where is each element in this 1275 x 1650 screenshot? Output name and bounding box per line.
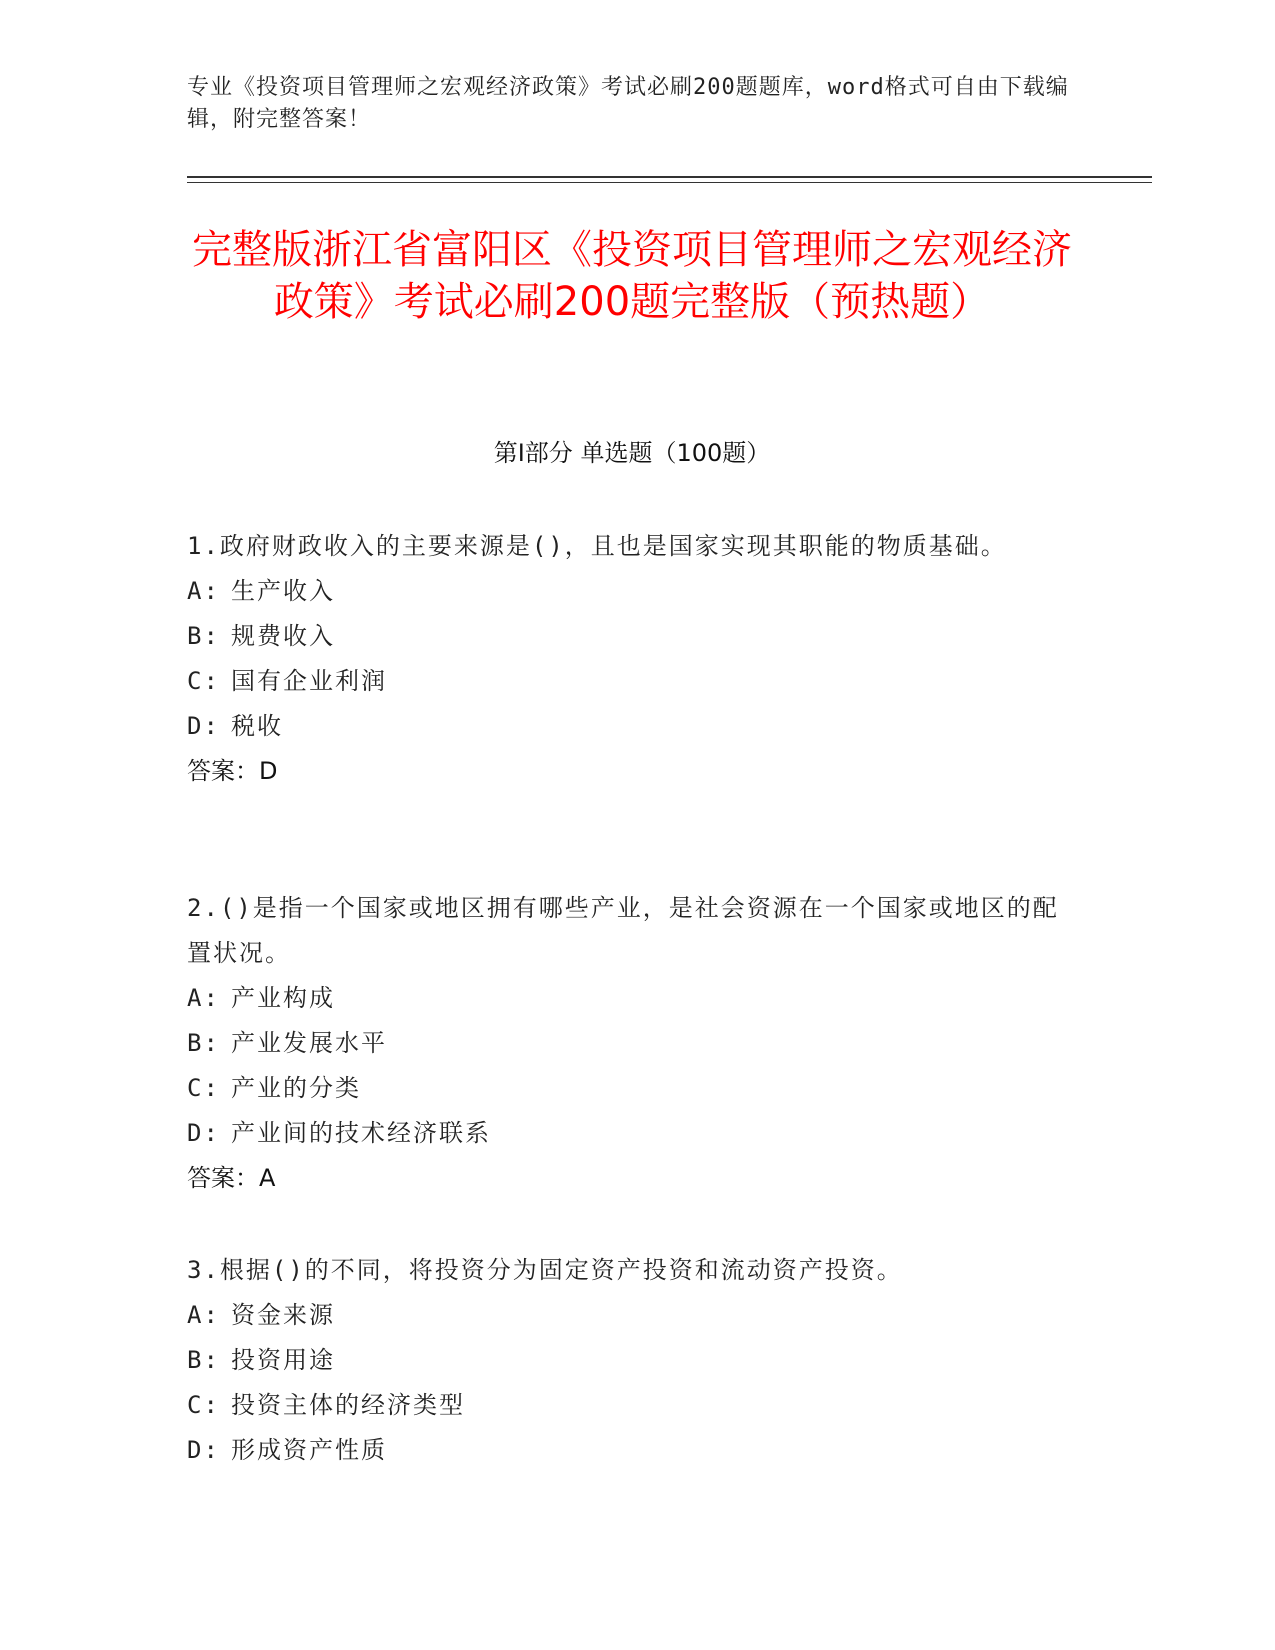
option-text: 规费收入 [231,622,335,650]
option-text: 投资主体的经济类型 [231,1391,465,1419]
option-b [187,614,1077,659]
question-3 [187,1248,1077,1473]
option-letter: B: [187,622,220,650]
option-a [187,976,1077,1021]
question-stem: 1.政府财政收入的主要来源是()，且也是国家实现其职能的物质基础。 [187,532,1007,560]
option-a [187,1293,1077,1338]
option-text: 税收 [231,712,283,740]
question-stem: 2.()是指一个国家或地区拥有哪些产业，是社会资源在一个国家或地区的配置状况。 [187,894,1059,967]
option-d [187,704,1077,749]
option-letter: A: [187,577,220,605]
option-b [187,1338,1077,1383]
question-1 [187,524,1077,794]
option-d [187,1111,1077,1156]
option-d [187,1428,1077,1473]
question-stem: 3.根据()的不同，将投资分为固定资产投资和流动资产投资。 [187,1256,903,1284]
option-c [187,659,1077,704]
option-letter: C: [187,1074,220,1102]
option-letter: C: [187,1391,220,1419]
document-title: 完整版浙江省富阳区《投资项目管理师之宏观经济政策》考试必刷200题完整版（预热题） [192,227,1072,325]
option-letter: B: [187,1346,220,1374]
option-text: 投资用途 [231,1346,335,1374]
option-c [187,1383,1077,1428]
option-text: 产业的分类 [231,1074,361,1102]
option-letter: D: [187,712,220,740]
option-b [187,1021,1077,1066]
option-text: 产业间的技术经济联系 [231,1119,491,1147]
section-heading: 第Ⅰ部分 单选题（100题） [493,439,771,467]
option-letter: A: [187,1301,220,1329]
answer: 答案：D [187,757,278,785]
option-text: 资金来源 [231,1301,335,1329]
header-rule-thick [187,176,1152,178]
header-rule-thin [187,182,1152,183]
option-letter: C: [187,667,220,695]
question-2 [187,886,1077,1201]
option-text: 生产收入 [231,577,335,605]
option-text: 产业发展水平 [231,1029,387,1057]
option-letter: D: [187,1436,220,1464]
option-letter: A: [187,984,220,1012]
option-c [187,1066,1077,1111]
option-text: 产业构成 [231,984,335,1012]
option-text: 国有企业利润 [231,667,387,695]
option-a [187,569,1077,614]
option-letter: D: [187,1119,220,1147]
answer: 答案：A [187,1164,276,1192]
option-letter: B: [187,1029,220,1057]
header-note: 专业《投资项目管理师之宏观经济政策》考试必刷200题题库，word格式可自由下载编辑，附完整答案！ [187,75,1069,132]
option-text: 形成资产性质 [231,1436,387,1464]
